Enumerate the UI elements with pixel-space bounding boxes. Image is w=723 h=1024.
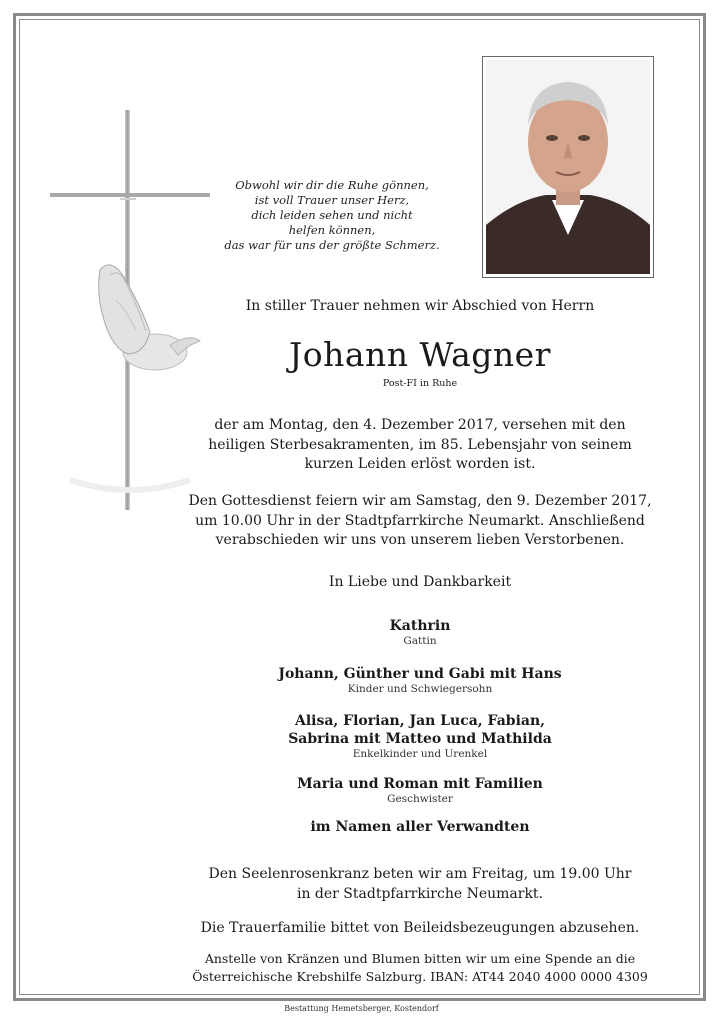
family-names: Kathrin <box>389 618 451 634</box>
paragraph-line: kurzen Leiden erlöst worden ist. <box>304 456 536 472</box>
paragraph-line: Anstelle von Kränzen und Blumen bitten wir um eine Spende an die <box>204 951 636 966</box>
deceased-name: Johann Wagner <box>289 335 551 374</box>
poem-line: ist voll Trauer unser Herz, <box>254 193 410 207</box>
family-names: Alisa, Florian, Jan Luca, Fabian, <box>294 713 546 729</box>
paragraph-line: Den Seelenrosenkranz beten wir am Freitag, um 19.00 Uhr <box>208 866 632 882</box>
paragraph-line: der am Montag, den 4. Dezember 2017, versehen mit den <box>214 417 626 433</box>
paragraph-line: heiligen Sterbesakramenten, im 85. Lebensjahr von seinem <box>208 436 632 453</box>
family-group-siblings <box>170 775 670 806</box>
funeral-home-credit: Bestattung Hemetsberger, Kostendorf <box>284 1004 439 1013</box>
family-group-children <box>170 665 670 696</box>
poem-line: helfen können, <box>288 223 376 237</box>
donation-paragraph <box>170 950 670 986</box>
rosary-paragraph <box>170 865 670 904</box>
family-role: Gattin <box>403 635 437 647</box>
death-notice-paragraph <box>170 416 670 475</box>
deceased-title: Post-FI in Ruhe <box>382 378 458 389</box>
paragraph-line: um 10.00 Uhr in der Stadtpfarrkirche Neumarkt. Anschließend <box>195 512 645 529</box>
family-group-relatives <box>170 818 670 836</box>
family-role: Enkelkinder und Urenkel <box>352 748 488 760</box>
family-names: im Namen aller Verwandten <box>310 819 530 835</box>
paragraph-line: Österreichische Krebshilfe Salzburg. IBAN: AT44 2040 4000 0000 4309 <box>192 969 648 984</box>
family-names: Johann, Günther und Gabi mit Hans <box>278 666 562 682</box>
intro-text: In stiller Trauer nehmen wir Abschied von Herrn <box>245 298 595 314</box>
poem-line: das war für uns der größte Schmerz. <box>224 238 440 252</box>
poem-line: Obwohl wir dir die Ruhe gönnen, <box>235 178 429 192</box>
service-paragraph <box>170 492 670 551</box>
poem-line: dich leiden sehen und nicht <box>251 208 413 222</box>
closing-text: In Liebe und Dankbarkeit <box>328 574 512 590</box>
family-group-grandchildren <box>170 712 670 761</box>
portrait-photo <box>482 56 654 278</box>
memorial-poem <box>222 178 442 253</box>
paragraph-line: verabschieden wir uns von unserem lieben Verstorbenen. <box>215 532 625 548</box>
family-names: Sabrina mit Matteo und Mathilda <box>288 731 552 747</box>
family-role: Kinder und Schwiegersohn <box>347 683 493 695</box>
family-role: Geschwister <box>387 793 453 805</box>
paragraph-line: in der Stadtpfarrkirche Neumarkt. <box>296 885 544 902</box>
family-names: Maria und Roman mit Familien <box>297 776 543 792</box>
paragraph-line: Den Gottesdienst feiern wir am Samstag, den 9. Dezember 2017, <box>188 493 652 509</box>
family-group-spouse <box>170 617 670 648</box>
condolence-note: Die Trauerfamilie bittet von Beileidsbezeugungen abzusehen. <box>200 920 640 936</box>
